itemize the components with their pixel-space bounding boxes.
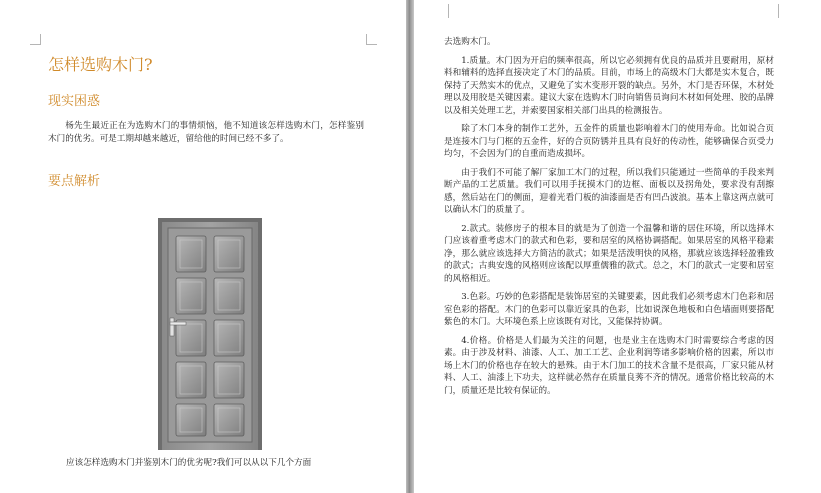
document-title: 怎样选购木门?: [48, 55, 153, 74]
section-heading-analysis: 要点解析: [48, 174, 101, 189]
crop-mark: [438, 4, 449, 18]
right-page-body: [444, 36, 774, 403]
section-reality-text: 杨先生最近正在为选购木门的事情烦恼，他不知道该怎样选购木门，怎样鉴别木门的优劣。可是工期却越来越近，留给他的时间已经不多了。: [48, 121, 364, 144]
paragraph-style: 2.款式。装修房子的根本目的就是为了创造一个温馨和谐的居住环境，所以选择木门应该着重考虑木门的款式和色彩，要和居室的风格协调搭配。如果居室的风格平稳素净，那么就应该选择大方简洁的款式；如果是活泼明快的风格，那就应该选择轻盈雅致的款式；古典安逸的风格则应该配以厚重儒雅的款式。总之，木门的款式一定要和居室的风格相近。: [444, 223, 774, 284]
crop-mark: [366, 34, 377, 45]
door-illustration: [158, 218, 262, 454]
door-illustration-icon: [158, 218, 262, 450]
page-caption: 应该怎样选购木门并鉴别木门的优劣呢?我们可以从以下几个方面: [66, 458, 312, 468]
crop-mark: [778, 4, 789, 18]
paragraph-price: 4.价格。价格是人们最为关注的问题，也是业主在选购木门时需要综合考虑的因素。由于涉及材料、油漆、人工、加工工艺、企业利润等诸多影响价格的因素，所以市场上木门的价格也存在较大的悬殊。由于木门加工的技术含量不是很高，厂家只能从材料、人工、油漆上下功夫，这样就必然存在质量良莠不齐的情况。通常价格比较高的木门，质量还是比较有保证的。: [444, 335, 774, 396]
section-heading-reality: 现实困惑: [48, 94, 101, 109]
left-page: [0, 0, 406, 493]
paragraph-inspection: 由于我们不可能了解厂家加工木门的过程，所以我们只能通过一些简单的手段来判断产品的工艺质量。我们可以用手抚摸木门的边框、面板以及拐角处，要求没有刮擦感，然后站在门的侧面，迎着光看门板的油漆面是否有凹凸波浪。基本上靠这两点就可以确认木门的质量了。: [444, 167, 774, 215]
paragraph-color: 3.色彩。巧妙的色彩搭配是装饰居室的关键要素，因此我们必须考虑木门色彩和居室色彩的搭配。木门的色彩可以靠近家具的色彩，比如说深色地板和白色墙面则要搭配紫色的木门。大环境色系上应该既有对比，又能保持协调。: [444, 292, 774, 327]
crop-mark: [30, 34, 41, 45]
page-gutter: [406, 0, 414, 493]
continued-sentence: 去选购木门。: [444, 37, 496, 47]
paragraph-hardware: 除了木门本身的制作工艺外，五金件的质量也影响着木门的使用寿命。比如说合页是连接木门与门框的五金件，好的合页防锈并且具有良好的传动性，能够确保合页受力均匀，不会因为门的自重而造成损坏。: [444, 124, 774, 159]
paragraph-quality: 1.质量。木门因为开启的频率很高，所以它必须拥有优良的品质并且要耐用，原材料和辅料的选择直接决定了木门的品质。目前，市场上的高级木门大都是实木复合，既保持了天然实木的优点，又避免了实木变形开裂的缺点。另外，木门是否环保，木材处理以及用胶是关键因素。建议大家在选购木门时向销售员询问木材如何处理、胶的品牌以及相关处理工艺，并索要国家相关部门出具的检测报告。: [444, 55, 774, 116]
